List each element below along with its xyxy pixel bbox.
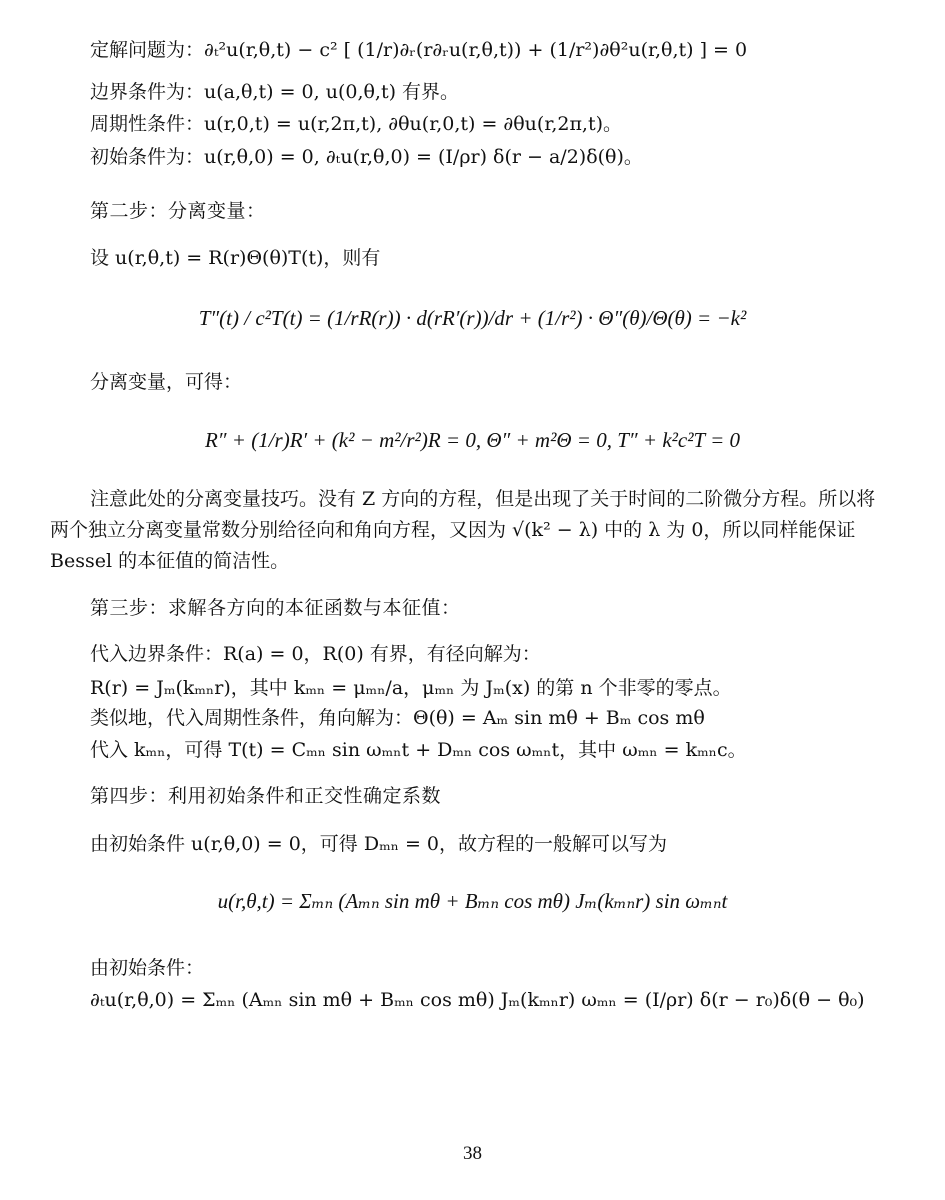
step2-heading: 第二步：分离变量： (90, 200, 266, 222)
temporal-solution-line: 代入 kₘₙ，可得 T(t) = Cₘₙ sin ωₘₙt + Dₘₙ cos ωₘₙt，其中 ωₘₙ = kₘₙc。 (90, 739, 747, 761)
boundary-condition-line: 边界条件为：u(a,θ,t) = 0, u(0,θ,t) 有界。 (90, 81, 460, 103)
boundary-substitution-line: 代入边界条件：R(a) = 0，R(0) 有界，有径向解为： (90, 643, 541, 665)
note-paragraph: 注意此处的分离变量技巧。没有 Z 方向的方程，但是出现了关于时间的二阶微分方程。所以将两个独立分离变量常数分别给径向和角向方程，又因为 √(k² − λ) 中的 λ 为 0，所以同样能保证 Bessel 的本征值的简洁性。 (50, 488, 876, 572)
initial-zero-line: 由初始条件 u(r,θ,0) = 0，可得 Dₘₙ = 0，故方程的一般解可以写为 (90, 833, 668, 855)
angular-solution-line: 类似地，代入周期性条件，角向解为：Θ(θ) = Aₘ sin mθ + Bₘ cos mθ (90, 707, 705, 729)
initial-condition-line: 初始条件为：u(r,θ,0) = 0, ∂ₜu(r,θ,0) = (I/ρr) δ(r − a/2)δ(θ)。 (90, 146, 643, 168)
page-number: 38 (463, 1143, 482, 1164)
radial-solution-line: R(r) = Jₘ(kₘₙr)，其中 kₘₙ = μₘₙ/a，μₘₙ 为 Jₘ(x) 的第 n 个非零的零点。 (90, 677, 732, 699)
definite-problem-line: 定解问题为：∂ₜ²u(r,θ,t) − c² [ (1/r)∂ᵣ(r∂ᵣu(r,θ,t)) + (1/r²)∂θ²u(r,θ,t) ] = 0 (90, 39, 748, 61)
ode-system-equation: R″ + (1/r)R′ + (k² − m²/r²)R = 0, Θ″ + m²Θ = 0, T″ + k²c²T = 0 (204, 428, 741, 452)
initial-condition-label: 由初始条件： (90, 957, 205, 979)
separation-equation: T″(t) / c²T(t) = (1/rR(r)) · d(rR′(r))/dr + (1/r²) · Θ″(θ)/Θ(θ) = −k² (198, 306, 747, 330)
separate-result-line: 分离变量，可得： (90, 371, 243, 393)
assume-separation-line: 设 u(r,θ,t) = R(r)Θ(θ)T(t)，则有 (90, 247, 381, 269)
periodic-condition-line: 周期性条件：u(r,0,t) = u(r,2π,t), ∂θu(r,0,t) = ∂θu(r,2π,t)。 (90, 113, 623, 135)
general-solution-equation: u(r,θ,t) = Σₘₙ (Aₘₙ sin mθ + Bₘₙ cos mθ) Jₘ(kₘₙr) sin ωₘₙt (217, 889, 728, 913)
step3-heading: 第三步：求解各方向的本征函数与本征值： (90, 597, 461, 619)
final-coefficient-equation: ∂ₜu(r,θ,0) = Σₘₙ (Aₘₙ sin mθ + Bₘₙ cos mθ) Jₘ(kₘₙr) ωₘₙ = (I/ρr) δ(r − r₀)δ(θ − θ₀) (90, 989, 865, 1011)
step4-heading: 第四步：利用初始条件和正交性确定系数 (90, 785, 442, 807)
